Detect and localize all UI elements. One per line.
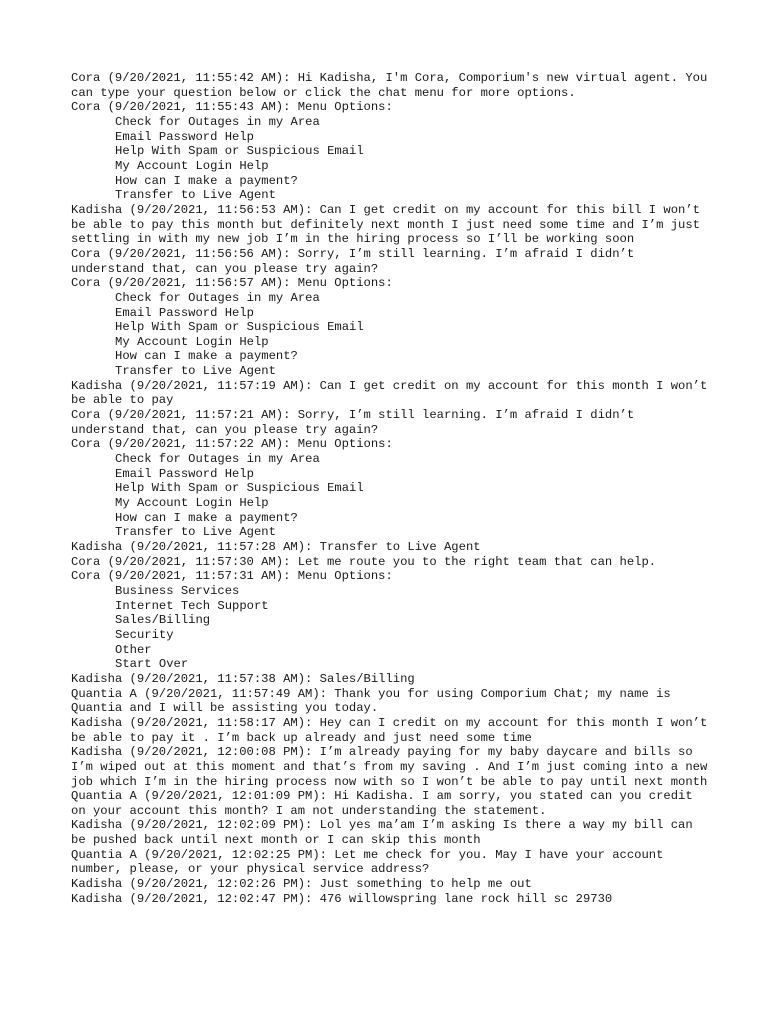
chat-message-line: Kadisha (9/20/2021, 12:02:26 PM): Just something to help me out (71, 877, 532, 892)
menu-option-line: My Account Login Help (115, 496, 269, 511)
menu-option-line: My Account Login Help (115, 334, 269, 349)
menu-option-line: Transfer to Live Agent (115, 188, 276, 203)
menu-option-line: Transfer to Live Agent (115, 525, 276, 540)
menu-option-line: Help With Spam or Suspicious Email (115, 144, 364, 159)
chat-message-line: Quantia A (9/20/2021, 12:02:25 PM): Let me check for you. May I have your account number, please, or your physical service address? (71, 847, 671, 877)
chat-message-line: Kadisha (9/20/2021, 12:02:47 PM): 476 willowspring lane rock hill sc 29730 (71, 891, 613, 906)
chat-message-line: Cora (9/20/2021, 11:56:56 AM): Sorry, I’m still learning. I’m afraid I didn’t understand that, can you please try again? (71, 246, 642, 276)
chat-message-line: Cora (9/20/2021, 11:57:31 AM): Menu Options: (71, 569, 393, 584)
menu-option-line: Internet Tech Support (115, 598, 269, 613)
chat-message-line: Kadisha (9/20/2021, 12:02:09 PM): Lol yes ma’am I’m asking Is there a way my bill can be pushed back until next month or I can skip this month (71, 818, 700, 848)
chat-message-line: Cora (9/20/2021, 11:55:43 AM): Menu Options: (71, 100, 393, 115)
chat-message-line: Quantia A (9/20/2021, 11:57:49 AM): Thank you for using Comporium Chat; my name is Quantia and I will be assisting you today. (71, 686, 679, 716)
menu-option-line: Help With Spam or Suspicious Email (115, 320, 364, 335)
menu-option-line: Help With Spam or Suspicious Email (115, 481, 364, 496)
chat-message-line: Kadisha (9/20/2021, 12:00:08 PM): I’m already paying for my baby daycare and bills so I’m wiped out at this moment and that’s from my saving . And I’m just coming into a new job which I’m in the hiring process now with so I won’t be able to pay until next month (71, 745, 715, 789)
chat-message-line: Kadisha (9/20/2021, 11:57:28 AM): Transfer to Live Agent (71, 540, 481, 554)
menu-option-line: My Account Login Help (115, 158, 269, 173)
menu-option-line: Check for Outages in my Area (115, 114, 320, 129)
menu-option-line: Business Services (115, 583, 240, 598)
chat-message-line: Quantia A (9/20/2021, 12:01:09 PM): Hi Kadisha. I am sorry, you stated can you credit on your account this month? I am not understanding the statement. (71, 789, 700, 818)
menu-option-line: How can I make a payment? (115, 510, 298, 525)
menu-option-line: Security (115, 627, 174, 642)
menu-option-line: Email Password Help (115, 466, 254, 481)
menu-option-line: How can I make a payment? (115, 173, 298, 188)
chat-message-line: Kadisha (9/20/2021, 11:58:17 AM): Hey can I credit on my account for this month I won’t be able to pay it . I’m back up already and just need some time (71, 715, 715, 745)
menu-option-line: Sales/Billing (115, 613, 211, 628)
menu-option-line: Start Over (115, 657, 189, 672)
chat-message-line: Cora (9/20/2021, 11:57:22 AM): Menu Options: (71, 437, 393, 452)
chat-message-line: Kadisha (9/20/2021, 11:56:53 AM): Can I get credit on my account for this bill I won’t be able to pay this month but definitely next month I just need some time and I’m just settling in with my new job I’m in the hiring process so I’ll be working soon (71, 202, 708, 247)
chat-message-line: Cora (9/20/2021, 11:56:57 AM): Menu Options: (71, 276, 393, 291)
chat-message-line: Cora (9/20/2021, 11:57:30 AM): Let me route you to the right team that can help. (71, 554, 657, 569)
menu-option-line: Other (115, 642, 152, 657)
chat-message-line: Kadisha (9/20/2021, 11:57:38 AM): Sales/Billing (71, 671, 415, 686)
menu-option-line: Check for Outages in my Area (115, 452, 320, 467)
chat-message-line: Cora (9/20/2021, 11:55:42 AM): Hi Kadisha, I'm Cora, Comporium's new virtual agent. You can type your question below or click the chat menu for more options. (71, 71, 715, 100)
chat-message-line: Kadisha (9/20/2021, 11:57:19 AM): Can I get credit on my account for this month I won’t be able to pay (71, 378, 715, 408)
menu-option-line: Transfer to Live Agent (115, 364, 276, 379)
menu-option-line: Email Password Help (115, 305, 254, 320)
menu-option-line: Email Password Help (115, 129, 254, 144)
chat-message-line: Cora (9/20/2021, 11:57:21 AM): Sorry, I’m still learning. I’m afraid I didn’t understand that, can you please try again? (71, 408, 642, 437)
menu-option-line: Check for Outages in my Area (115, 290, 320, 305)
chat-transcript (71, 71, 715, 906)
menu-option-line: How can I make a payment? (115, 349, 298, 364)
